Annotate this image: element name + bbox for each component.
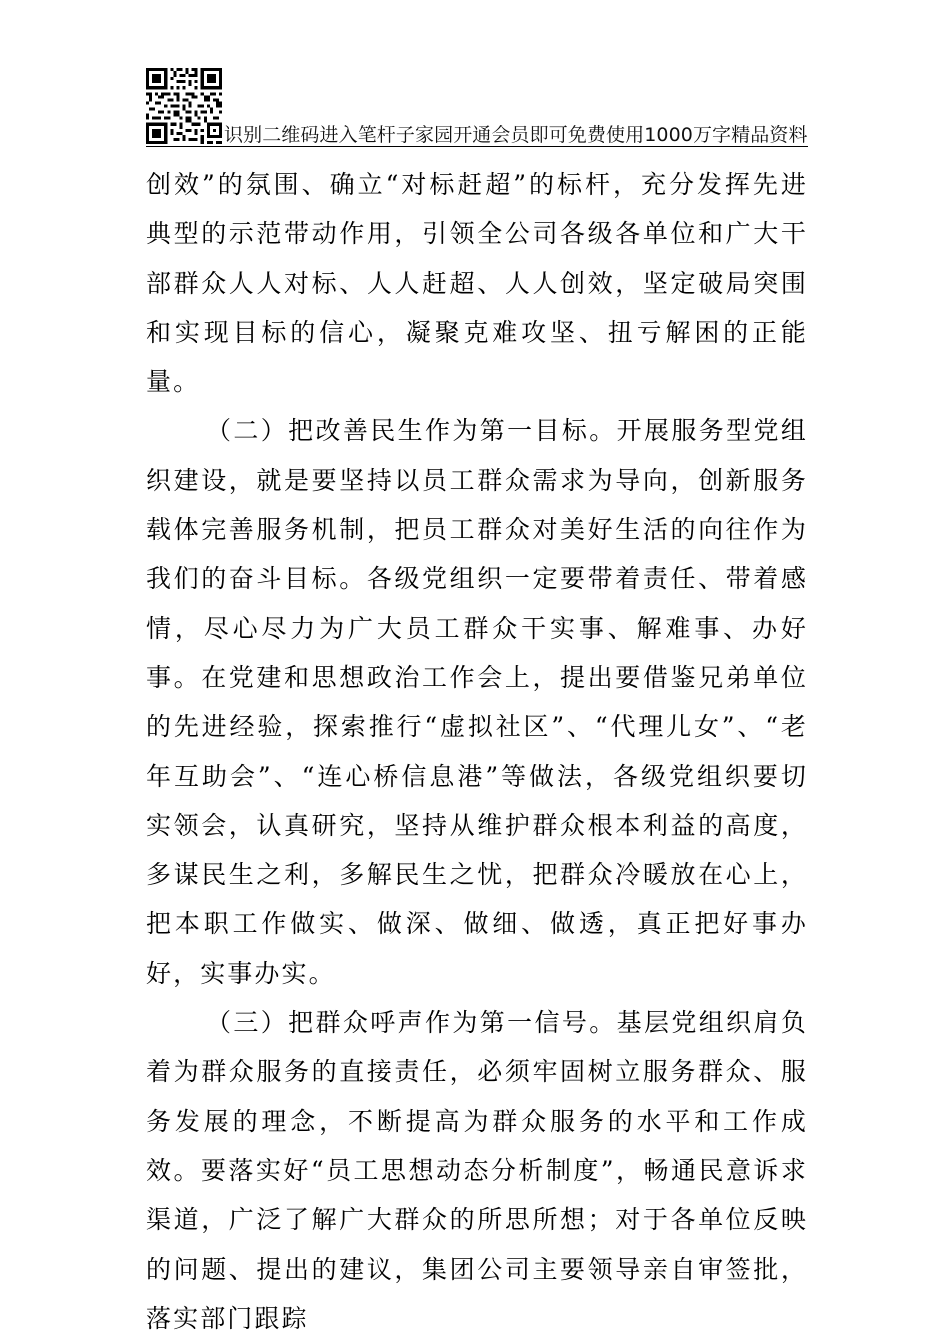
page-header bbox=[146, 68, 808, 150]
header-divider bbox=[146, 146, 808, 147]
qr-code-icon[interactable] bbox=[146, 68, 222, 144]
paragraph: 创效”的氛围、确立“对标赶超”的标杆，充分发挥先进典型的示范带动作用，引领全公司各级各单位和广大干部群众人人对标、人人赶超、人人创效，坚定破局突围和实现目标的信心，凝聚克难攻坚、扭亏解困的正能量。 bbox=[146, 170, 808, 397]
header-promo-text: 识别二维码进入笔杆子家园开通会员即可免费使用1000万字精品资料 bbox=[224, 124, 808, 146]
paragraph: （二）把改善民生作为第一目标。开展服务型党组织建设，就是要坚持以员工群众需求为导向，创新服务载体完善服务机制，把员工群众对美好生活的向往作为我们的奋斗目标。各级党组织一定要带着责任、带着感情，尽心尽力为广大员工群众干实事、解难事、办好事。在党建和思想政治工作会上，提出要借鉴兄弟单位的先进经验，探索推行“虚拟社区”、“代理儿女”、“老年互助会”、“连心桥信息港”等做法，各级党组织要切实领会，认真研究，坚持从维护群众根本利益的高度，多谋民生之利，多解民生之忧，把群众冷暖放在心上，把本职工作做实、做深、做细、做透，真正把好事办好，实事办实。 bbox=[146, 416, 808, 988]
document-body bbox=[146, 160, 808, 1343]
paragraph: （三）把群众呼声作为第一信号。基层党组织肩负着为群众服务的直接责任，必须牢固树立服务群众、服务发展的理念，不断提高为群众服务的水平和工作成效。要落实好“员工思想动态分析制度”，畅通民意诉求渠道，广泛了解广大群众的所思所想；对于各单位反映的问题、提出的建议，集团公司主要领导亲自审签批，落实部门跟踪 bbox=[146, 1008, 808, 1333]
